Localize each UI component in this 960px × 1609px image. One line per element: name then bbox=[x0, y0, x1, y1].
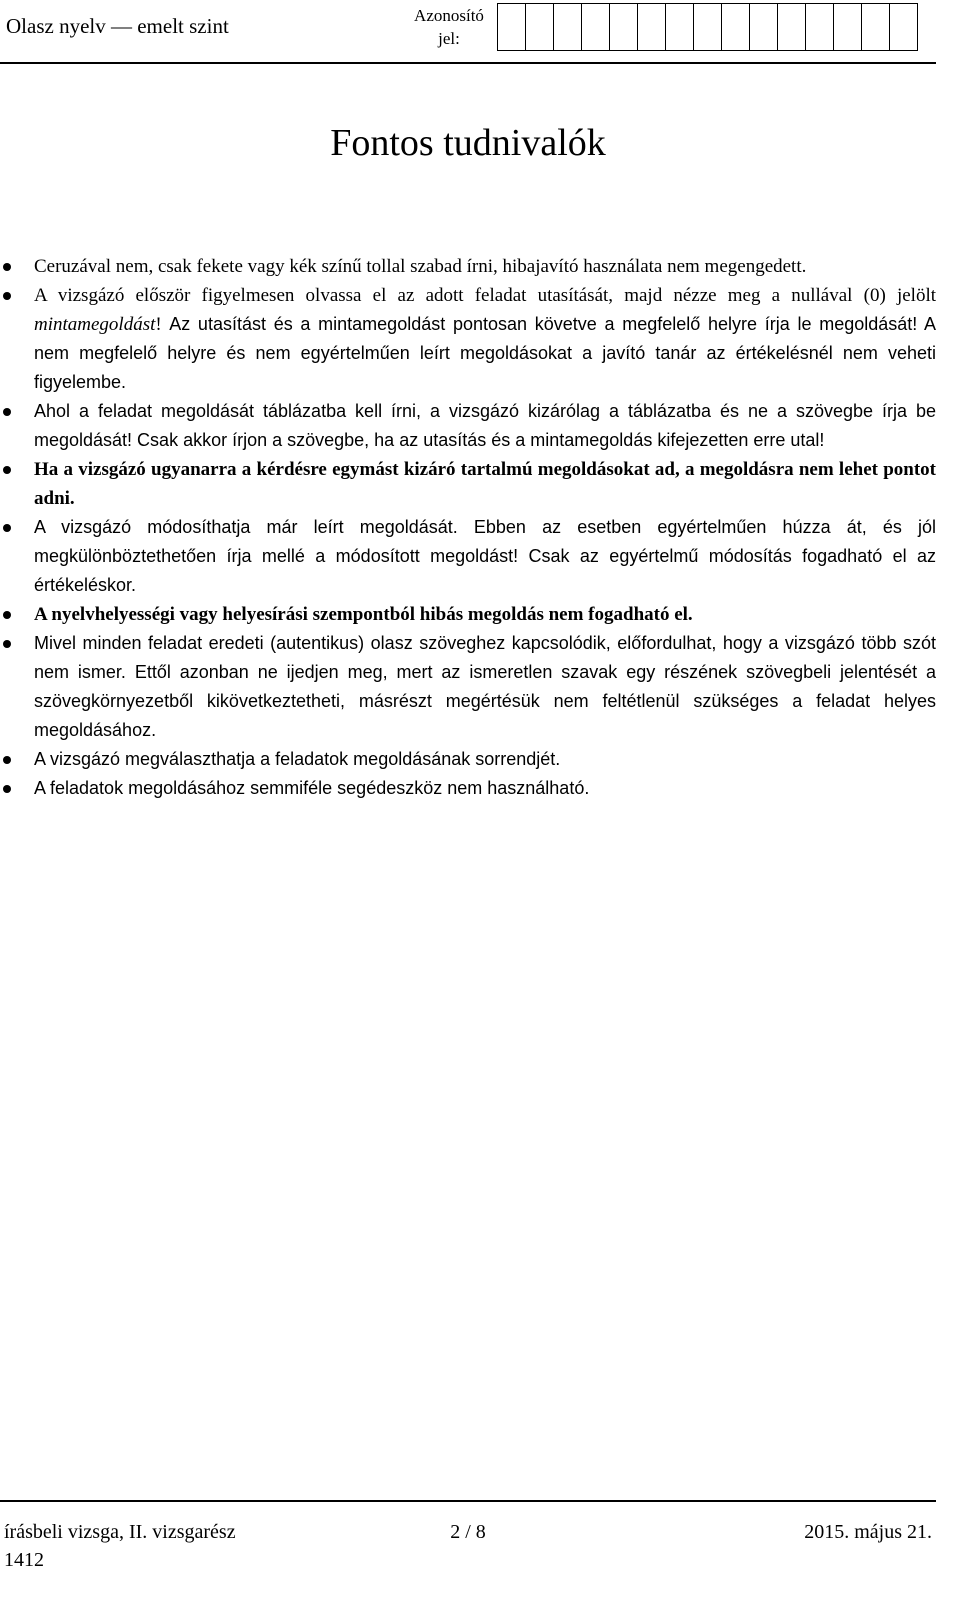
id-label: Azonosító jel: bbox=[414, 6, 484, 48]
id-digit-box[interactable] bbox=[721, 3, 750, 51]
rule-text: A nyelvhelyességi vagy helyesírási szempontból hibás megoldás nem fogadható el. bbox=[34, 604, 693, 625]
rules-list bbox=[0, 252, 936, 803]
rule-text: Az utasítást és a mintamegoldást pontosan követve a megfelelő helyre írja le megoldását! A nem megfelelő helyre és nem egyértelműen leírt megoldásokat a javító tanár az értékelésnél nem veheti figyelembe. bbox=[34, 314, 936, 392]
rule-item bbox=[0, 513, 936, 600]
id-digit-box[interactable] bbox=[581, 3, 610, 51]
rule-item bbox=[0, 745, 936, 774]
bullet-icon bbox=[3, 640, 11, 648]
id-digit-box[interactable] bbox=[525, 3, 554, 51]
rule-text: A vizsgázó megválaszthatja a feladatok megoldásának sorrendjét. bbox=[34, 749, 561, 769]
id-digit-box[interactable] bbox=[693, 3, 722, 51]
exam-date: 2015. május 21. bbox=[804, 1521, 932, 1543]
rule-item bbox=[0, 600, 936, 629]
rule-text: Mivel minden feladat eredeti (autentikus) olasz szöveghez kapcsolódik, előfordulhat, hogy a vizsgázó több szót nem ismer. Ettől azonban ne ijedjen meg, mert az ismeretlen szavak egy részének szövegbeli jelentését a szövegkörnyezetből kikövetkeztetheti, másrészt megértésük nem feltétlenül szükséges a feladat helyes megoldásához. bbox=[34, 633, 936, 740]
footer-exam-info bbox=[4, 1518, 236, 1574]
rule-item bbox=[0, 397, 936, 455]
bullet-icon bbox=[3, 756, 11, 764]
rule-text: Ha a vizsgázó ugyanarra a kérdésre egymást kizáró tartalmú megoldásokat ad, a megoldásra nem lehet pontot adni. bbox=[34, 459, 936, 509]
id-digit-box[interactable] bbox=[749, 3, 778, 51]
rule-text: A vizsgázó módosíthatja már leírt megoldását. Ebben az esetben egyértelműen húzza át, és jól megkülönböztethetően írja mellé a módosított megoldást! Csak az egyértelmű módosítás fogadható el az értékeléskor. bbox=[34, 517, 936, 595]
rule-item bbox=[0, 281, 936, 397]
page-number: 2 / 8 bbox=[450, 1521, 486, 1543]
bullet-icon bbox=[3, 785, 11, 793]
rule-item bbox=[0, 252, 936, 281]
rule-text: A feladatok megoldásához semmiféle segédeszköz nem használható. bbox=[34, 778, 590, 798]
rule-text: mintamegoldást bbox=[34, 314, 156, 335]
bullet-icon bbox=[3, 524, 11, 532]
rule-text: Ahol a feladat megoldását táblázatba kell írni, a vizsgázó kizárólag a táblázatba és ne a szövegbe írja be megoldását! Csak akkor írjon a szövegbe, ha az utasítás és a mintamegoldás kifejezetten erre utal! bbox=[34, 401, 936, 450]
id-digit-box[interactable] bbox=[637, 3, 666, 51]
id-digit-box[interactable] bbox=[665, 3, 694, 51]
id-digit-box[interactable] bbox=[833, 3, 862, 51]
page-title: Fontos tudnivalók bbox=[330, 122, 606, 164]
header-rule bbox=[0, 62, 936, 64]
bullet-icon bbox=[3, 611, 11, 619]
bullet-icon bbox=[3, 263, 11, 271]
footer-rule bbox=[0, 1500, 936, 1502]
rule-text: ! bbox=[155, 314, 170, 335]
bullet-icon bbox=[3, 466, 11, 474]
rule-text: A vizsgázó először figyelmesen olvassa el az adott feladat utasítását, majd nézze meg a nullával (0) jelölt bbox=[34, 285, 936, 306]
rule-item bbox=[0, 774, 936, 803]
footer-exam-code: 1412 bbox=[4, 1549, 44, 1571]
id-digit-box[interactable] bbox=[805, 3, 834, 51]
rule-text: Ceruzával nem, csak fekete vagy kék színű tollal szabad írni, hibajavító használata nem megengedett. bbox=[34, 256, 807, 277]
bullet-icon bbox=[3, 292, 11, 300]
id-digit-box[interactable] bbox=[497, 3, 526, 51]
id-boxes bbox=[497, 3, 918, 51]
id-digit-box[interactable] bbox=[777, 3, 806, 51]
id-digit-box[interactable] bbox=[861, 3, 890, 51]
id-digit-box[interactable] bbox=[889, 3, 918, 51]
footer-exam-part: írásbeli vizsga, II. vizsgarész bbox=[4, 1521, 236, 1543]
page-header bbox=[0, 0, 960, 64]
rule-item bbox=[0, 629, 936, 745]
subject-label: Olasz nyelv — emelt szint bbox=[6, 14, 229, 38]
id-digit-box[interactable] bbox=[553, 3, 582, 51]
bullet-icon bbox=[3, 408, 11, 416]
id-digit-box[interactable] bbox=[609, 3, 638, 51]
rule-item bbox=[0, 455, 936, 513]
